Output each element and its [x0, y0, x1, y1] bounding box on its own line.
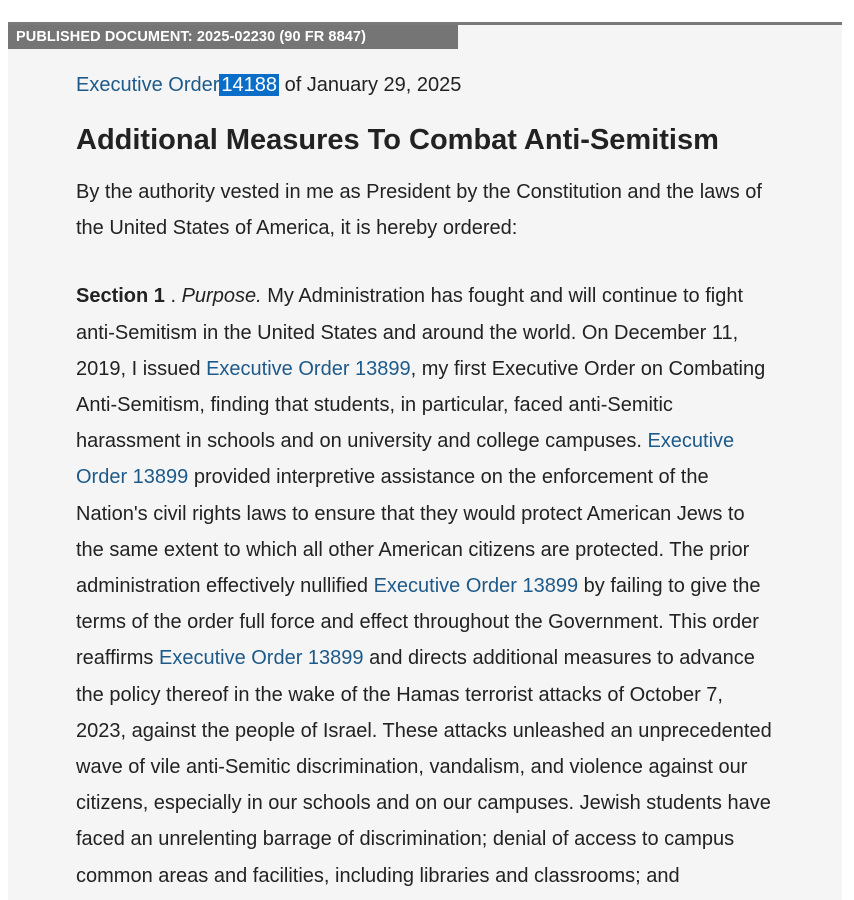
text-line	[76, 423, 826, 459]
text-span: reaffirms	[76, 647, 159, 670]
eo-13899-link[interactable]: Executive Order 13899	[206, 357, 411, 380]
document-content	[76, 69, 826, 894]
text-span: harassment in schools and on university and college campuses.	[76, 430, 648, 453]
executive-order-line	[76, 69, 826, 101]
text-line: wave of vile anti-Semitic discrimination, vandalism, and violence against our	[76, 756, 748, 779]
text-line	[76, 351, 826, 387]
eo-13899-link[interactable]: Executive Order 13899	[373, 575, 579, 598]
purpose-label: Purpose.	[181, 285, 262, 308]
document-frame	[8, 22, 842, 900]
text-line: the same extent to which all other American citizens are protected. The prior	[76, 538, 750, 561]
text-line	[76, 568, 826, 604]
text-span: by failing to give the	[578, 575, 761, 598]
text-span: 2019, I issued	[76, 357, 207, 380]
text-span: provided interpretive assistance on the enforcement of the	[188, 466, 709, 489]
section-separator: .	[164, 285, 182, 308]
text-span: My Administration has fought and will continue to fight	[261, 285, 744, 308]
text-line: 2023, against the people of Israel. These attacks unleashed an unprecedented	[76, 719, 772, 742]
section-label: Section 1	[76, 285, 165, 308]
text-line: citizens, especially in our schools and on our campuses. Jewish students have	[76, 792, 771, 815]
text-line: Anti-Semitism, finding that students, in particular, faced anti-Semitic	[76, 394, 673, 417]
text-span: administration effectively nullified	[76, 575, 374, 598]
eo-13899-link-part1[interactable]: Executive	[647, 430, 735, 453]
eo-13899-link[interactable]: Executive Order 13899	[158, 647, 364, 670]
document-title: Additional Measures To Combat Anti-Semitism	[76, 124, 719, 156]
text-line: common areas and facilities, including libraries and classrooms; and	[76, 864, 680, 887]
order-number-highlight: 14188	[221, 74, 278, 96]
executive-order-link[interactable]: Executive Order	[76, 74, 220, 96]
order-date: of January 29, 2025	[279, 74, 462, 96]
published-document-banner: PUBLISHED DOCUMENT: 2025-02230 (90 FR 8847)	[8, 25, 458, 49]
text-span: and directs additional measures to advance	[363, 647, 755, 670]
text-line: anti-Semitism in the United States and around the world. On December 11,	[76, 321, 739, 344]
text-line: the policy thereof in the wake of the Hamas terrorist attacks of October 7,	[76, 683, 723, 706]
text-line	[76, 278, 826, 314]
text-line	[76, 640, 826, 676]
section-1-paragraph	[76, 278, 826, 893]
intro-paragraph	[76, 174, 826, 246]
text-line: Nation's civil rights laws to ensure that they would protect American Jews to	[76, 502, 745, 525]
text-line: faced an unrelenting barrage of discrimination; denial of access to campus	[76, 828, 735, 851]
text-line: terms of the order full force and effect throughout the Government. This order	[76, 611, 759, 634]
text-span: , my first Executive Order on Combating	[410, 357, 766, 380]
eo-13899-link-part2[interactable]: Order 13899	[76, 466, 189, 489]
text-line	[76, 459, 826, 495]
text-line: the United States of America, it is hereby ordered:	[76, 217, 518, 240]
text-line: By the authority vested in me as President by the Constitution and the laws of	[76, 181, 762, 203]
